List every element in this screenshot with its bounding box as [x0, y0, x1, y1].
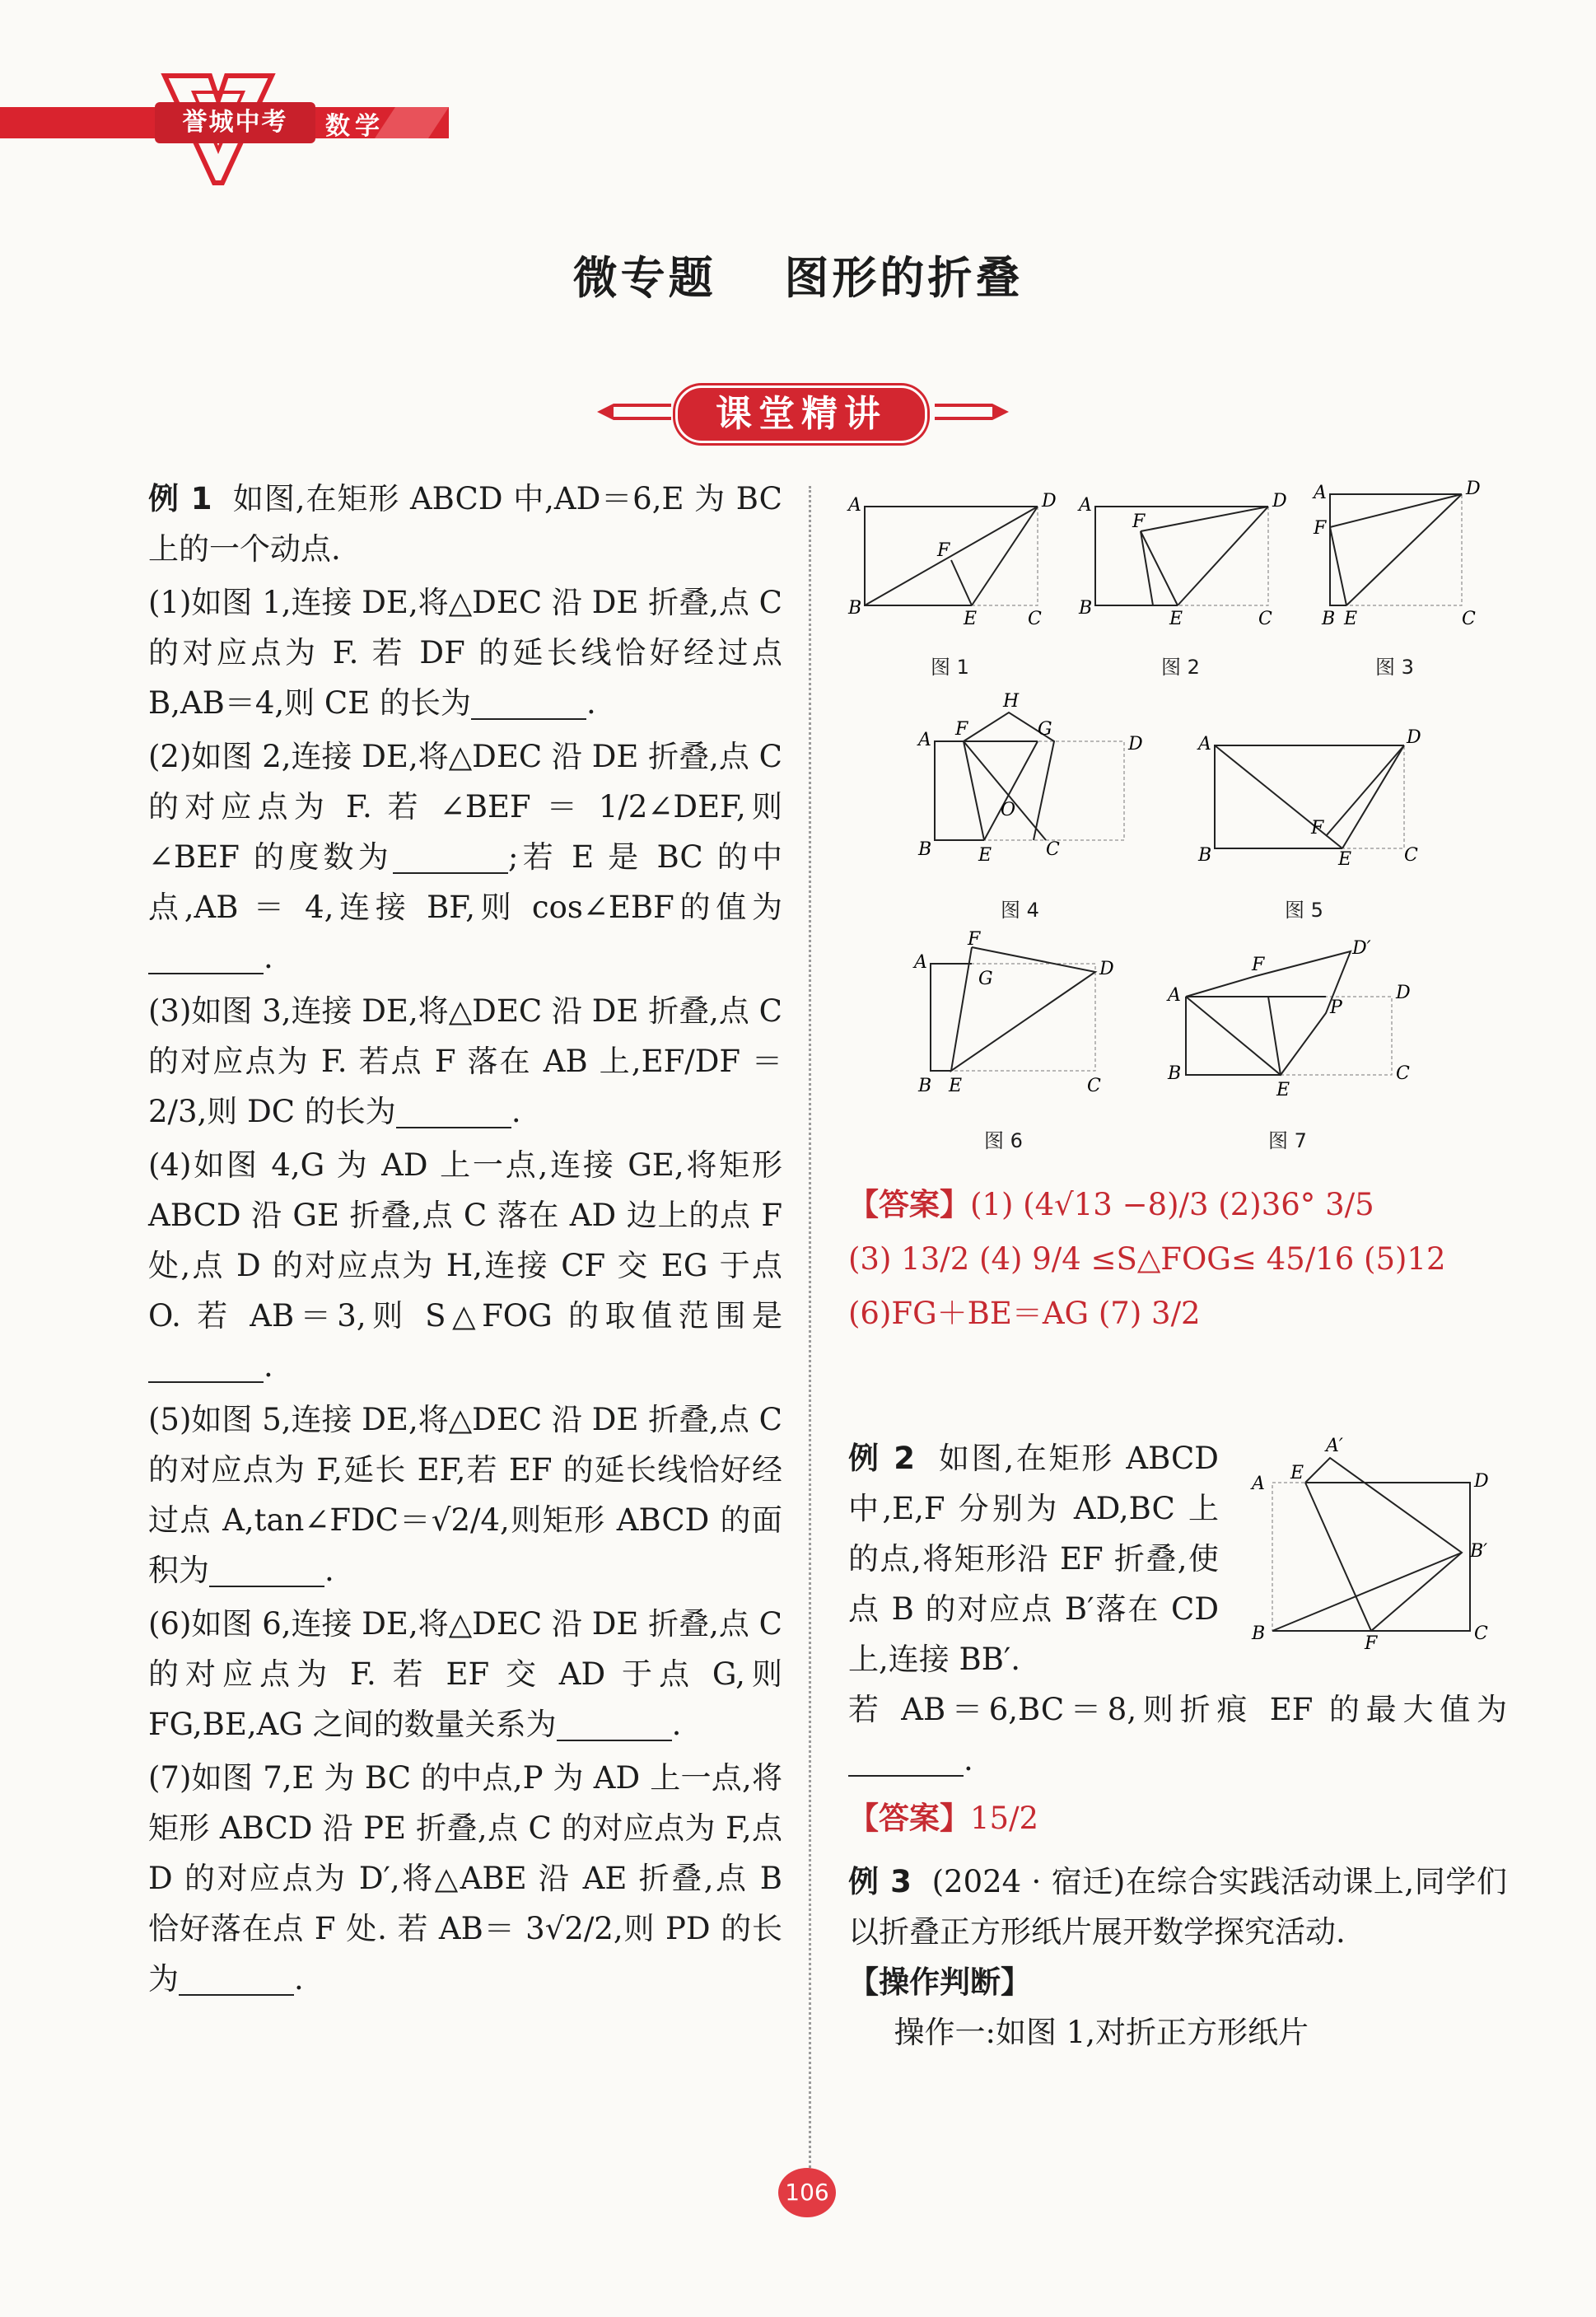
svg-text:C: C — [1474, 1623, 1488, 1644]
svg-text:B: B — [1198, 845, 1212, 866]
answer-blank — [148, 1348, 264, 1383]
svg-text:E: E — [978, 845, 992, 866]
column-divider — [809, 486, 811, 2183]
svg-text:C: C — [1028, 609, 1042, 629]
example2-label: 例 2 — [848, 1441, 916, 1476]
figure-caption: 图 1 — [931, 656, 969, 679]
example1-q4: (4)如图 4,G 为 AD 上一点,连接 GE,将矩形 ABCD 沿 GE 折叠,点 C 落在 AD 边上的点 F 处,点 D 的对应点为 H,连接 CF 交 EG 于点 O. 若 AB＝3,则 S△FOG 的取值范围是 — [148, 1147, 782, 1334]
example2-text2: 若 AB＝6,BC＝8,则折痕 EF 的最大值为 — [848, 1692, 1507, 1727]
answer-line3: (6)FG＋BE＝AG (7) 3/2 — [848, 1296, 1201, 1331]
svg-text:D: D — [1407, 727, 1421, 748]
figure-caption: 图 3 — [1375, 656, 1414, 679]
svg-text:C: C — [1258, 609, 1272, 629]
example1-q3: (3)如图 3,连接 DE,将△DEC 沿 DE 折叠,点 C 的对应点为 F. 若点 F 落在 AB 上,EF/DF ＝ 2/3,则 DC 的长为 — [148, 993, 782, 1129]
example1-intro: 如图,在矩形 ABCD 中,AD＝6,E 为 BC 上的一个动点. — [148, 481, 782, 567]
figure-5 — [1194, 725, 1421, 873]
figure-caption: 图 2 — [1161, 656, 1200, 679]
svg-text:A: A — [914, 952, 927, 973]
example1-q2: (2)如图 2,连接 DE,将△DEC 沿 DE 折叠,点 C 的对应点为 F. 若 ∠BEF ＝ 1/2∠DEF,则∠BEF 的度数为 — [148, 739, 782, 875]
example3-op1: 操作一:如图 1,对折正方形纸片 — [894, 2015, 1309, 2050]
svg-text:F: F — [937, 540, 950, 561]
answer-blank — [557, 1707, 672, 1741]
svg-text:E: E — [964, 609, 978, 629]
example1-block: 例 1 如图,在矩形 ABCD 中,AD＝6,E 为 BC 上的一个动点. (1)如图 1,连接 DE,将△DEC 沿 DE 折叠,点 C 的对应点为 F. 若 DF 的延长线恰好经过点 B,AB＝4,则 CE 的长为 . (2)如图 2,连接 DE,将△DEC 沿 DE 折叠,点 C 的对应点为 F. 若 ∠BEF ＝ 1/2∠DEF,则∠BEF 的度数为 ;若 E 是 BC 的中点,AB ＝ 4,连接 BF,则 cos∠EBF的值为. (3)如图 3,连接 DE,将△DEC 沿 DE 折叠,点 C 的对应点为 F. 若点 F 落在 AB 上,EF/DF ＝ 2/3,则 DC 的长为 . (4)如图 4,G 为 AD 上一点,连接 GE,将矩形 ABCD 沿 GE 折叠,点 C 落在 AD 边上的点 F 处,点 D 的对应点为 H,连接 CF 交 EG 于点 O. 若 AB＝3,则 S△FOG 的取值范围是. (5)如图 5,连接 DE,将△DEC 沿 DE 折叠,点 C 的对应点为 F,延长 EF,若 EF 的延长线恰好经过点 A,tan∠FDC＝√2/4,则矩形 ABCD 的面积为 . (6)如图 6,连接 DE,将△DEC 沿 DE 折叠,点 C 的对应点为 F. 若 EF 交 AD 于点 G,则 FG,BE,AG 之间的数量关系为 . (7)如图 7,E 为 BC 的中点,P 为 AD 上一点,将矩形 ABCD 沿 PE 折叠,点 C 的对应点为 F,点 D 的对应点为 D′,将△ABE 沿 AE 折叠,点 B 恰好落在点 F 处. 若 AB＝ 3√2/2,则 PD 的长为 . — [148, 481, 782, 1997]
subject-label: 数学 — [325, 112, 385, 141]
figure-caption: 图 7 — [1268, 1129, 1307, 1152]
svg-text:F: F — [968, 929, 981, 950]
svg-text:A: A — [918, 730, 931, 750]
svg-text:A: A — [1252, 1474, 1265, 1494]
svg-text:B: B — [1168, 1063, 1182, 1084]
example1-answers — [848, 1178, 1507, 1341]
svg-text:A: A — [1079, 495, 1092, 516]
figure-4 — [914, 691, 1143, 866]
example2-block: 例 2 如图,在矩形 ABCD 中,E,F 分别为 AD,BC 上的点,将矩形沿 EF 折叠,使点 B 的对应点 B′落在 CD 上,连接 BB′. 若 AB＝6,BC＝8,则折痕 EF 的最大值为. 【答案】15/2 例 3 (2024 · 宿迁)在综合实践活动课上,同学们以折叠正方形纸片展开数学探究活动. 【操作判断】 操作一:如图 1,对折正方形纸片 — [848, 1433, 1507, 2058]
svg-text:D: D — [1396, 983, 1411, 1003]
answer-blank — [148, 940, 264, 974]
svg-text:C: C — [1087, 1076, 1101, 1096]
svg-text:F: F — [1314, 518, 1327, 539]
svg-text:B: B — [1079, 598, 1093, 619]
figure-2 — [1079, 486, 1287, 629]
answer-blank — [396, 1094, 511, 1128]
svg-text:F: F — [955, 719, 968, 740]
svg-text:G: G — [1038, 719, 1052, 740]
svg-text:G: G — [978, 969, 993, 989]
svg-text:D: D — [1474, 1471, 1489, 1492]
figure-3 — [1309, 478, 1482, 629]
answer-line1: (1) (4√13 −8)/3 (2)36° 3/5 — [970, 1187, 1374, 1222]
figure-7 — [1161, 939, 1416, 1104]
svg-text:E: E — [949, 1076, 963, 1096]
example2-figure — [1239, 1433, 1495, 1664]
answer-blank — [209, 1553, 324, 1587]
svg-text:D′: D′ — [1352, 938, 1371, 959]
svg-text:B: B — [918, 839, 932, 860]
example1-q2b: ;若 E 是 BC 的中点,AB ＝ 4,连接 BF,则 cos∠EBF的值为 — [148, 839, 782, 925]
svg-text:D: D — [1042, 491, 1057, 512]
svg-text:E: E — [1338, 849, 1352, 870]
answer-blank — [848, 1742, 964, 1777]
svg-text:B′: B′ — [1470, 1541, 1488, 1562]
title-part2: 图形的折叠 — [784, 252, 1024, 304]
example1-q7: (7)如图 7,E 为 BC 的中点,P 为 AD 上一点,将矩形 ABCD 沿 PE 折叠,点 C 的对应点为 F,点 D 的对应点为 D′,将△ABE 沿 AE 折叠,点 B 恰好落在点 F 处. 若 AB＝ 3√2/2,则 PD 的长为 — [148, 1760, 782, 1997]
svg-text:E: E — [1169, 609, 1183, 629]
example2-answer-label: 【答案】 — [848, 1801, 970, 1836]
answer-blank — [179, 1961, 294, 1996]
svg-text:P: P — [1330, 997, 1342, 1018]
svg-text:B: B — [848, 598, 862, 619]
figure-6 — [914, 929, 1120, 1100]
example1-q5: (5)如图 5,连接 DE,将△DEC 沿 DE 折叠,点 C 的对应点为 F,延长 EF,若 EF 的延长线恰好经过点 A,tan∠FDC＝√2/4,则矩形 ABCD 的面积为 — [148, 1402, 782, 1588]
svg-text:A: A — [1314, 483, 1327, 503]
page-number: 106 — [778, 2168, 836, 2217]
brand-name: 誉城中考 — [155, 102, 315, 143]
title-part1: 微专题 — [572, 252, 716, 304]
figure-caption: 图 5 — [1285, 899, 1323, 922]
svg-text:B: B — [1252, 1623, 1266, 1644]
svg-text:C: C — [1462, 609, 1476, 629]
example2-answer: 15/2 — [970, 1801, 1039, 1836]
svg-text:B: B — [918, 1076, 932, 1096]
example1-q6: (6)如图 6,连接 DE,将△DEC 沿 DE 折叠,点 C 的对应点为 F. 若 EF 交 AD 于点 G,则 FG,BE,AG 之间的数量关系为 — [148, 1606, 782, 1742]
example1-q1: (1)如图 1,连接 DE,将△DEC 沿 DE 折叠,点 C 的对应点为 F. 若 DF 的延长线恰好经过点 B,AB＝4,则 CE 的长为 — [148, 585, 782, 721]
svg-text:A′: A′ — [1326, 1436, 1343, 1456]
svg-text:O: O — [1001, 800, 1016, 820]
example3-section: 【操作判断】 — [848, 1964, 1031, 2000]
svg-text:H: H — [1003, 691, 1020, 712]
example3-label: 例 3 — [848, 1864, 912, 1899]
answer-blank — [393, 839, 508, 874]
example1-label: 例 1 — [148, 481, 212, 516]
svg-text:C: C — [1046, 839, 1060, 860]
answer-label: 【答案】 — [848, 1187, 970, 1222]
svg-text:D: D — [1466, 479, 1481, 499]
svg-text:F: F — [1365, 1633, 1378, 1654]
svg-text:D: D — [1099, 959, 1114, 979]
svg-text:E: E — [1344, 609, 1358, 629]
svg-text:A: A — [848, 495, 861, 516]
svg-text:B: B — [1322, 609, 1336, 629]
figure-caption: 图 4 — [1001, 899, 1039, 922]
svg-text:F: F — [1311, 818, 1324, 839]
section-banner: 课堂精讲 — [675, 385, 927, 443]
svg-text:D: D — [1128, 734, 1143, 754]
answer-line2: (3) 13/2 (4) 9/4 ≤S△FOG≤ 45/16 (5)12 — [848, 1241, 1446, 1277]
svg-text:E: E — [1290, 1463, 1304, 1483]
svg-text:C: C — [1396, 1063, 1410, 1084]
svg-text:E: E — [1276, 1080, 1290, 1100]
figure-1 — [848, 486, 1057, 629]
svg-text:F: F — [1132, 512, 1146, 532]
example2-text: 如图,在矩形 ABCD 中,E,F 分别为 AD,BC 上的点,将矩形沿 EF 折叠,使点 B 的对应点 B′落在 CD 上,连接 BB′. — [848, 1441, 1219, 1677]
svg-text:D: D — [1272, 491, 1287, 512]
svg-text:C: C — [1404, 845, 1418, 866]
example3-text: (2024 · 宿迁)在综合实践活动课上,同学们以折叠正方形纸片展开数学探究活动. — [848, 1864, 1507, 1950]
figure-caption: 图 6 — [984, 1129, 1023, 1152]
svg-text:A: A — [1168, 985, 1181, 1006]
svg-text:A: A — [1198, 734, 1211, 754]
page-title — [0, 243, 1596, 306]
answer-blank — [471, 685, 586, 720]
svg-text:F: F — [1252, 955, 1265, 975]
